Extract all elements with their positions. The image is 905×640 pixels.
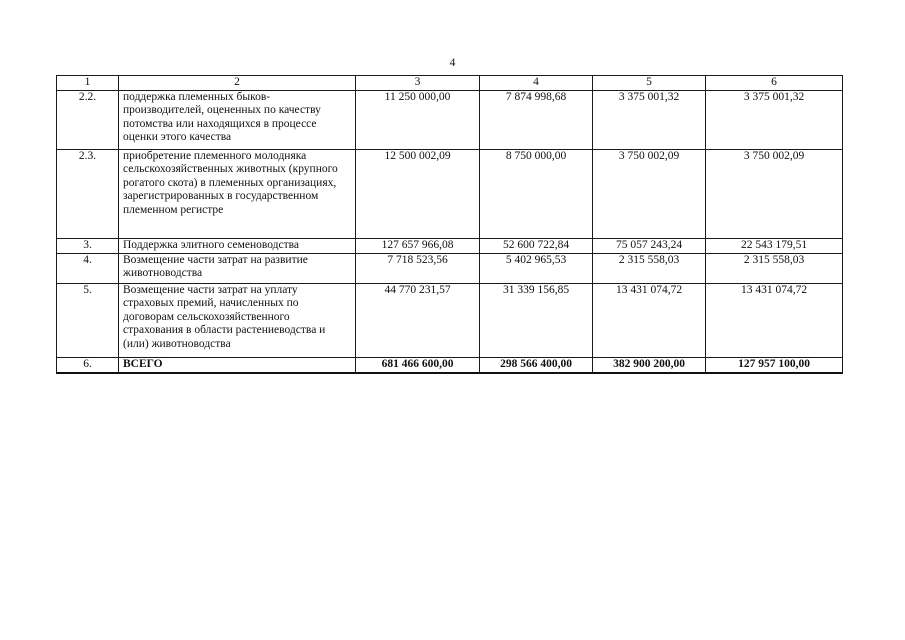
row-number: 2.3. <box>57 150 119 239</box>
row-value-col4: 5 402 965,53 <box>480 254 593 284</box>
row-value-col3: 11 250 000,00 <box>356 91 480 150</box>
table-row <box>57 91 843 150</box>
column-header-5: 5 <box>593 76 706 91</box>
row-name: Возмещение части затрат на развитие животноводства <box>119 254 356 284</box>
row-value-col5: 75 057 243,24 <box>593 239 706 254</box>
total-value-col6: 127 957 100,00 <box>706 358 843 373</box>
row-value-col6: 22 543 179,51 <box>706 239 843 254</box>
row-value-col6: 13 431 074,72 <box>706 284 843 358</box>
row-name: приобретение племенного молодняка сельскохозяйственных животных (крупного рогатого скота) в племенных организациях, зарегистрированных в государственном племенном регистре <box>119 150 356 239</box>
row-value-col4: 31 339 156,85 <box>480 284 593 358</box>
row-number: 4. <box>57 254 119 284</box>
row-name: поддержка племенных быков-производителей, оцененных по качеству потомства или находящихся в процессе оценки этого качества <box>119 91 356 150</box>
total-row-number: 6. <box>57 358 119 373</box>
row-name: Возмещение части затрат на уплату страховых премий, начисленных по договорам сельскохозяйственного страхования в области растениеводства и (или) животноводства <box>119 284 356 358</box>
row-value-col4: 8 750 000,00 <box>480 150 593 239</box>
row-value-col5: 3 750 002,09 <box>593 150 706 239</box>
column-header-3: 3 <box>356 76 480 91</box>
page-number: 4 <box>449 57 456 69</box>
table-header-row <box>57 76 843 91</box>
table-row <box>57 239 843 254</box>
table-row <box>57 150 843 239</box>
total-row-label: ВСЕГО <box>119 358 356 373</box>
row-value-col5: 13 431 074,72 <box>593 284 706 358</box>
row-value-col3: 12 500 002,09 <box>356 150 480 239</box>
row-value-col6: 3 750 002,09 <box>706 150 843 239</box>
row-number: 2.2. <box>57 91 119 150</box>
column-header-4: 4 <box>480 76 593 91</box>
row-value-col3: 44 770 231,57 <box>356 284 480 358</box>
row-name: Поддержка элитного семеноводства <box>119 239 356 254</box>
row-number: 5. <box>57 284 119 358</box>
row-value-col6: 3 375 001,32 <box>706 91 843 150</box>
budget-table <box>56 75 843 374</box>
row-value-col5: 3 375 001,32 <box>593 91 706 150</box>
table-row <box>57 284 843 358</box>
table-total-row <box>57 358 843 373</box>
row-value-col3: 7 718 523,56 <box>356 254 480 284</box>
column-header-6: 6 <box>706 76 843 91</box>
row-value-col6: 2 315 558,03 <box>706 254 843 284</box>
table-row <box>57 254 843 284</box>
row-value-col5: 2 315 558,03 <box>593 254 706 284</box>
row-number: 3. <box>57 239 119 254</box>
total-value-col5: 382 900 200,00 <box>593 358 706 373</box>
row-value-col4: 7 874 998,68 <box>480 91 593 150</box>
total-value-col3: 681 466 600,00 <box>356 358 480 373</box>
column-header-1: 1 <box>57 76 119 91</box>
row-value-col3: 127 657 966,08 <box>356 239 480 254</box>
total-value-col4: 298 566 400,00 <box>480 358 593 373</box>
column-header-2: 2 <box>119 76 356 91</box>
row-value-col4: 52 600 722,84 <box>480 239 593 254</box>
